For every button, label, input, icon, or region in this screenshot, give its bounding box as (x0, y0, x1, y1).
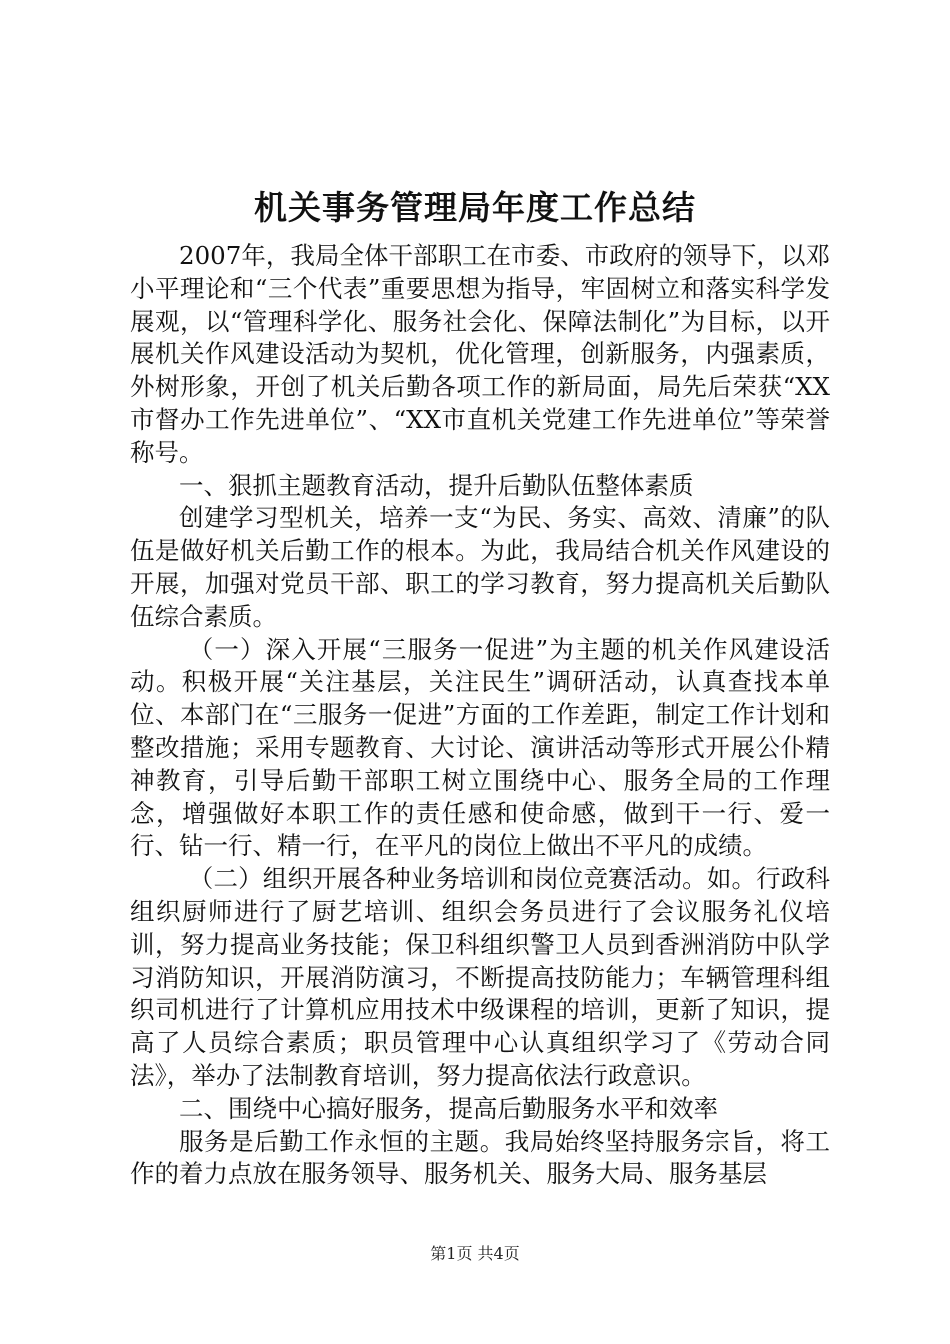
section-heading-2: 二、围绕中心搞好服务，提高后勤服务水平和效率 (179, 1093, 718, 1123)
document-body (130, 240, 830, 1191)
section-1-paragraph: 创建学习型机关，培养一支“为民、务实、高效、清廉”的队伍是做好机关后勤工作的根本。为此，我局结合机关作风建设的开展，加强对党员干部、职工的学习教育，努力提高机关后勤队伍综合素质。 (130, 503, 830, 631)
section-1-item-2: （二）组织开展各种业务培训和岗位竞赛活动。如。行政科组织厨师进行了厨艺培训、组织会务员进行了会议服务礼仪培训，努力提高业务技能；保卫科组织警卫人员到香洲消防中队学习消防知识，开展消防演习，不断提高技防能力；车辆管理科组织司机进行了计算机应用技术中级课程的培训，更新了知识，提高了人员综合素质；职员管理中心认真组织学习了《劳动合同法》，举办了法制教育培训，努力提高依法行政意识。 (130, 864, 830, 1090)
section-1-item-1: （一）深入开展“三服务一促进”为主题的机关作风建设活动。积极开展“关注基层，关注民生”调研活动，认真查找本单位、本部门在“三服务一促进”方面的工作差距，制定工作计划和整改措施；采用专题教育、大讨论、演讲活动等形式开展公仆精神教育，引导后勤干部职工树立围绕中心、服务全局的工作理念，增强做好本职工作的责任感和使命感，做到干一行、爱一行、钻一行、精一行，在平凡的岗位上做出不平凡的成绩。 (130, 634, 830, 861)
intro-paragraph: 2007年，我局全体干部职工在市委、市政府的领导下，以邓小平理论和“三个代表”重要思想为指导，牢固树立和落实科学发展观，以“管理科学化、服务社会化、保障法制化”为目标，以开展机关作风建设活动为契机，优化管理，创新服务，内强素质，外树形象，开创了机关后勤各项工作的新局面，局先后荣获“XX市督办工作先进单位”、“XX市直机关党建工作先进单位”等荣誉称号。 (130, 241, 830, 467)
section-2-paragraph: 服务是后勤工作永恒的主题。我局始终坚持服务宗旨，将工作的着力点放在服务领导、服务机关、服务大局、服务基层 (130, 1126, 830, 1189)
section-heading-1: 一、狠抓主题教育活动，提升后勤队伍整体素质 (179, 470, 694, 500)
document-title: 机关事务管理局年度工作总结 (254, 188, 696, 227)
page-footer: 第1页 共4页 (430, 1244, 520, 1263)
